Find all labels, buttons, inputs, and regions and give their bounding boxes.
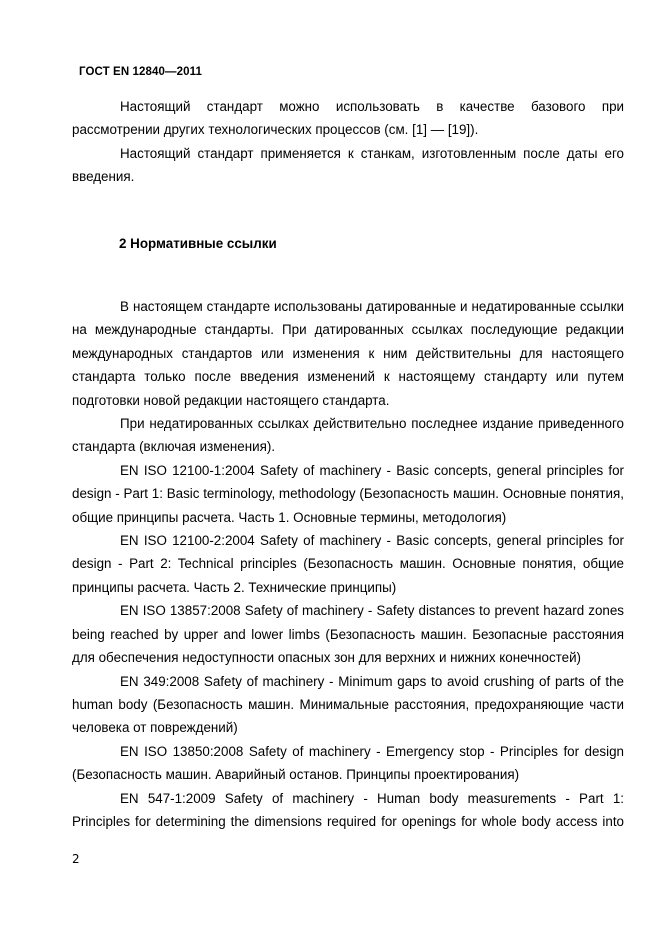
- references-block: [72, 295, 624, 833]
- reference-item: EN 547-1:2009 Safety of machinery - Human body measurements - Part 1: Principles for determining the dimensions required for openings for whole body access into: [72, 790, 624, 829]
- intro-block: [72, 95, 624, 189]
- document-header: ГОСТ EN 12840—2011: [79, 66, 202, 78]
- reference-item: EN ISO 12100-1:2004 Safety of machinery - Basic concepts, general principles for design - Part 1: Basic terminology, methodology (Безопасность машин. Основные понятия, общие принципы расчета. Часть 1. Основные термины, методология): [72, 462, 624, 525]
- page-number: 2: [72, 852, 80, 866]
- reference-item: EN ISO 13850:2008 Safety of machinery - Emergency stop - Principles for design (Безопасность машин. Аварийный останов. Принципы проектирования): [72, 743, 624, 783]
- reference-item: EN ISO 13857:2008 Safety of machinery - Safety distances to prevent hazard zones being reached by upper and lower limbs (Безопасность машин. Безопасные расстояния для обеспечения недоступности опасных зон для верхних и нижних конечностей): [72, 603, 624, 666]
- paragraph: В настоящем стандарте использованы датированные и недатированные ссылки на международные стандарты. При датированных ссылках последующие редакции международных стандартов или изменения к ним действительны для настоящего стандарта только после введения изменений к настоящему стандарту или путем подготовки новой редакции настоящего стандарта.: [72, 299, 624, 408]
- paragraph: При недатированных ссылках действительно последнее издание приведенного стандарта (включая изменения).: [72, 416, 624, 455]
- section-title: 2 Нормативные ссылки: [119, 236, 277, 251]
- reference-item: EN ISO 12100-2:2004 Safety of machinery - Basic concepts, general principles for design - Part 2: Technical principles (Безопасность машин. Основные понятия, общие принципы расчета. Часть 2. Технические принципы): [72, 533, 624, 595]
- reference-item: EN 349:2008 Safety of machinery - Minimum gaps to avoid crushing of parts of the human body (Безопасность машин. Минимальные расстояния, предохраняющие части человека от повреждений): [72, 673, 624, 736]
- paragraph: Настоящий стандарт можно использовать в качестве базового при рассмотрении других технологических процессов (см. [1] — [19]).: [72, 99, 624, 138]
- paragraph: Настоящий стандарт применяется к станкам, изготовленным после даты его введения.: [72, 145, 624, 185]
